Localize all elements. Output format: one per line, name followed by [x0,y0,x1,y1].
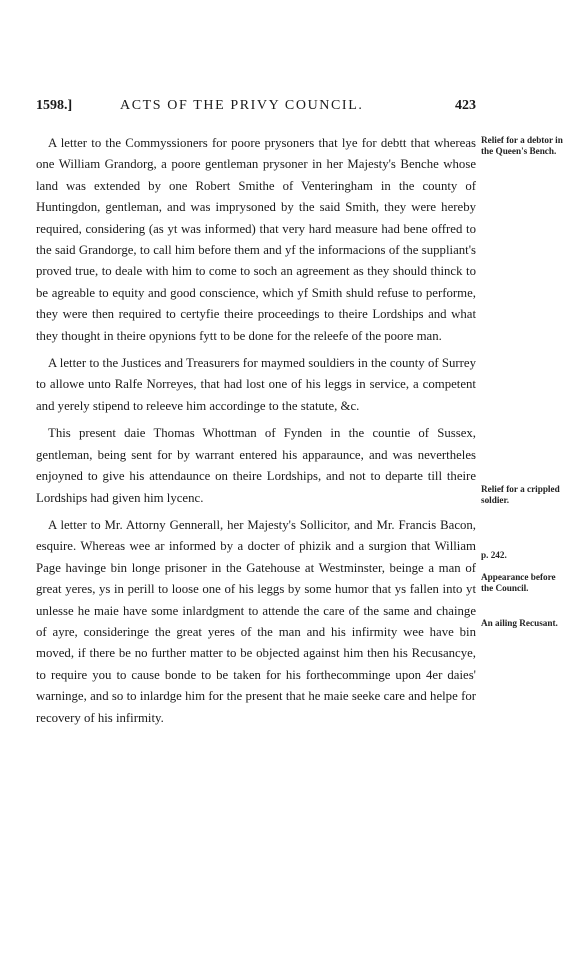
paragraph-letter-justices: A letter to the Justices and Treasurers for maymed souldiers in the county of Surrey to allowe unto Ralfe Norreyes, that had lost one of his leggs in service, a competent and yerely stipend to releeve him accordinge to the statute, &c. [36,356,476,413]
page-number: 423 [455,98,476,113]
margin-note-page-ref: p. 242. [481,550,507,560]
running-title: ACTS OF THE PRIVY COUNCIL. [120,98,364,113]
running-header [36,98,476,118]
paragraph-appearance: This present daie Thomas Whottman of Fynden in the countie of Sussex, gentleman, being sent for by warrant entered his apparaunce, and was nevertheles enjoyned to give his attendaunce on theire Lordships, and not to departe till theire Lordships had given him lycenc. [36,426,476,505]
margin-note-ailing-recusant: An ailing Recusant. [481,618,558,628]
header-year: 1598.] [36,98,73,113]
paragraph-letter-commissioners: A letter to the Commyssioners for poore prysoners that lye for debtt that whereas one William Grandorg, a poore gentleman prysoner in her Majesty's Benche whose land was extended by one Robert Smithe of Venteringham in the county of Huntingdon, gentleman, and was imprysoned by the said Smith, they were hereby required, considering (as yt was informed) that very hard measure had bene offred to the said Grandorge, to call him before them and yf the informacions of the suppliant's proved true, to deale with him to come to soch an agreement as they should thinck to be agreable to equity and good conscience, which yf Smith shuld refuse to performe, they were then required to certyfie theire proceedings to theire Lordships and what they thought in theire opynions fytt to be done for the releefe of the poore man. [36,136,476,343]
margin-note-appearance: Appearance before the Council. [481,572,556,593]
margin-note-relief-soldier: Relief for a crippled soldier. [481,484,560,505]
margin-notes [481,0,567,965]
paragraph-letter-attorney: A letter to Mr. Attorny Gennerall, her Majesty's Sollicitor, and Mr. Francis Bacon, esquire. Whereas wee ar informed by a docter of phizik and a surgion that William Page havinge bin longe prisoner in the Gatehouse at Westminster, beinge a man of great yeres, ys in perill to loose one of his leggs by some humor that ys fallen into yt unlesse he maie have some inlardgment to attende the care of the same and chainge of ayre, consideringe the great yeres of the man and his infirmity wee have bin moved, if there be no further matter to be objected against him then his Recusancye, to require you to cause bonde to be taken for his forthecomminge upon 4er daies' warninge, and so to inlardge him for the present that he maie seeke care and helpe for recovery of his infirmity. [36,517,476,725]
main-text-column [36,133,476,729]
margin-note-relief-debtor: Relief for a debtor in the Queen's Bench. [481,135,563,156]
